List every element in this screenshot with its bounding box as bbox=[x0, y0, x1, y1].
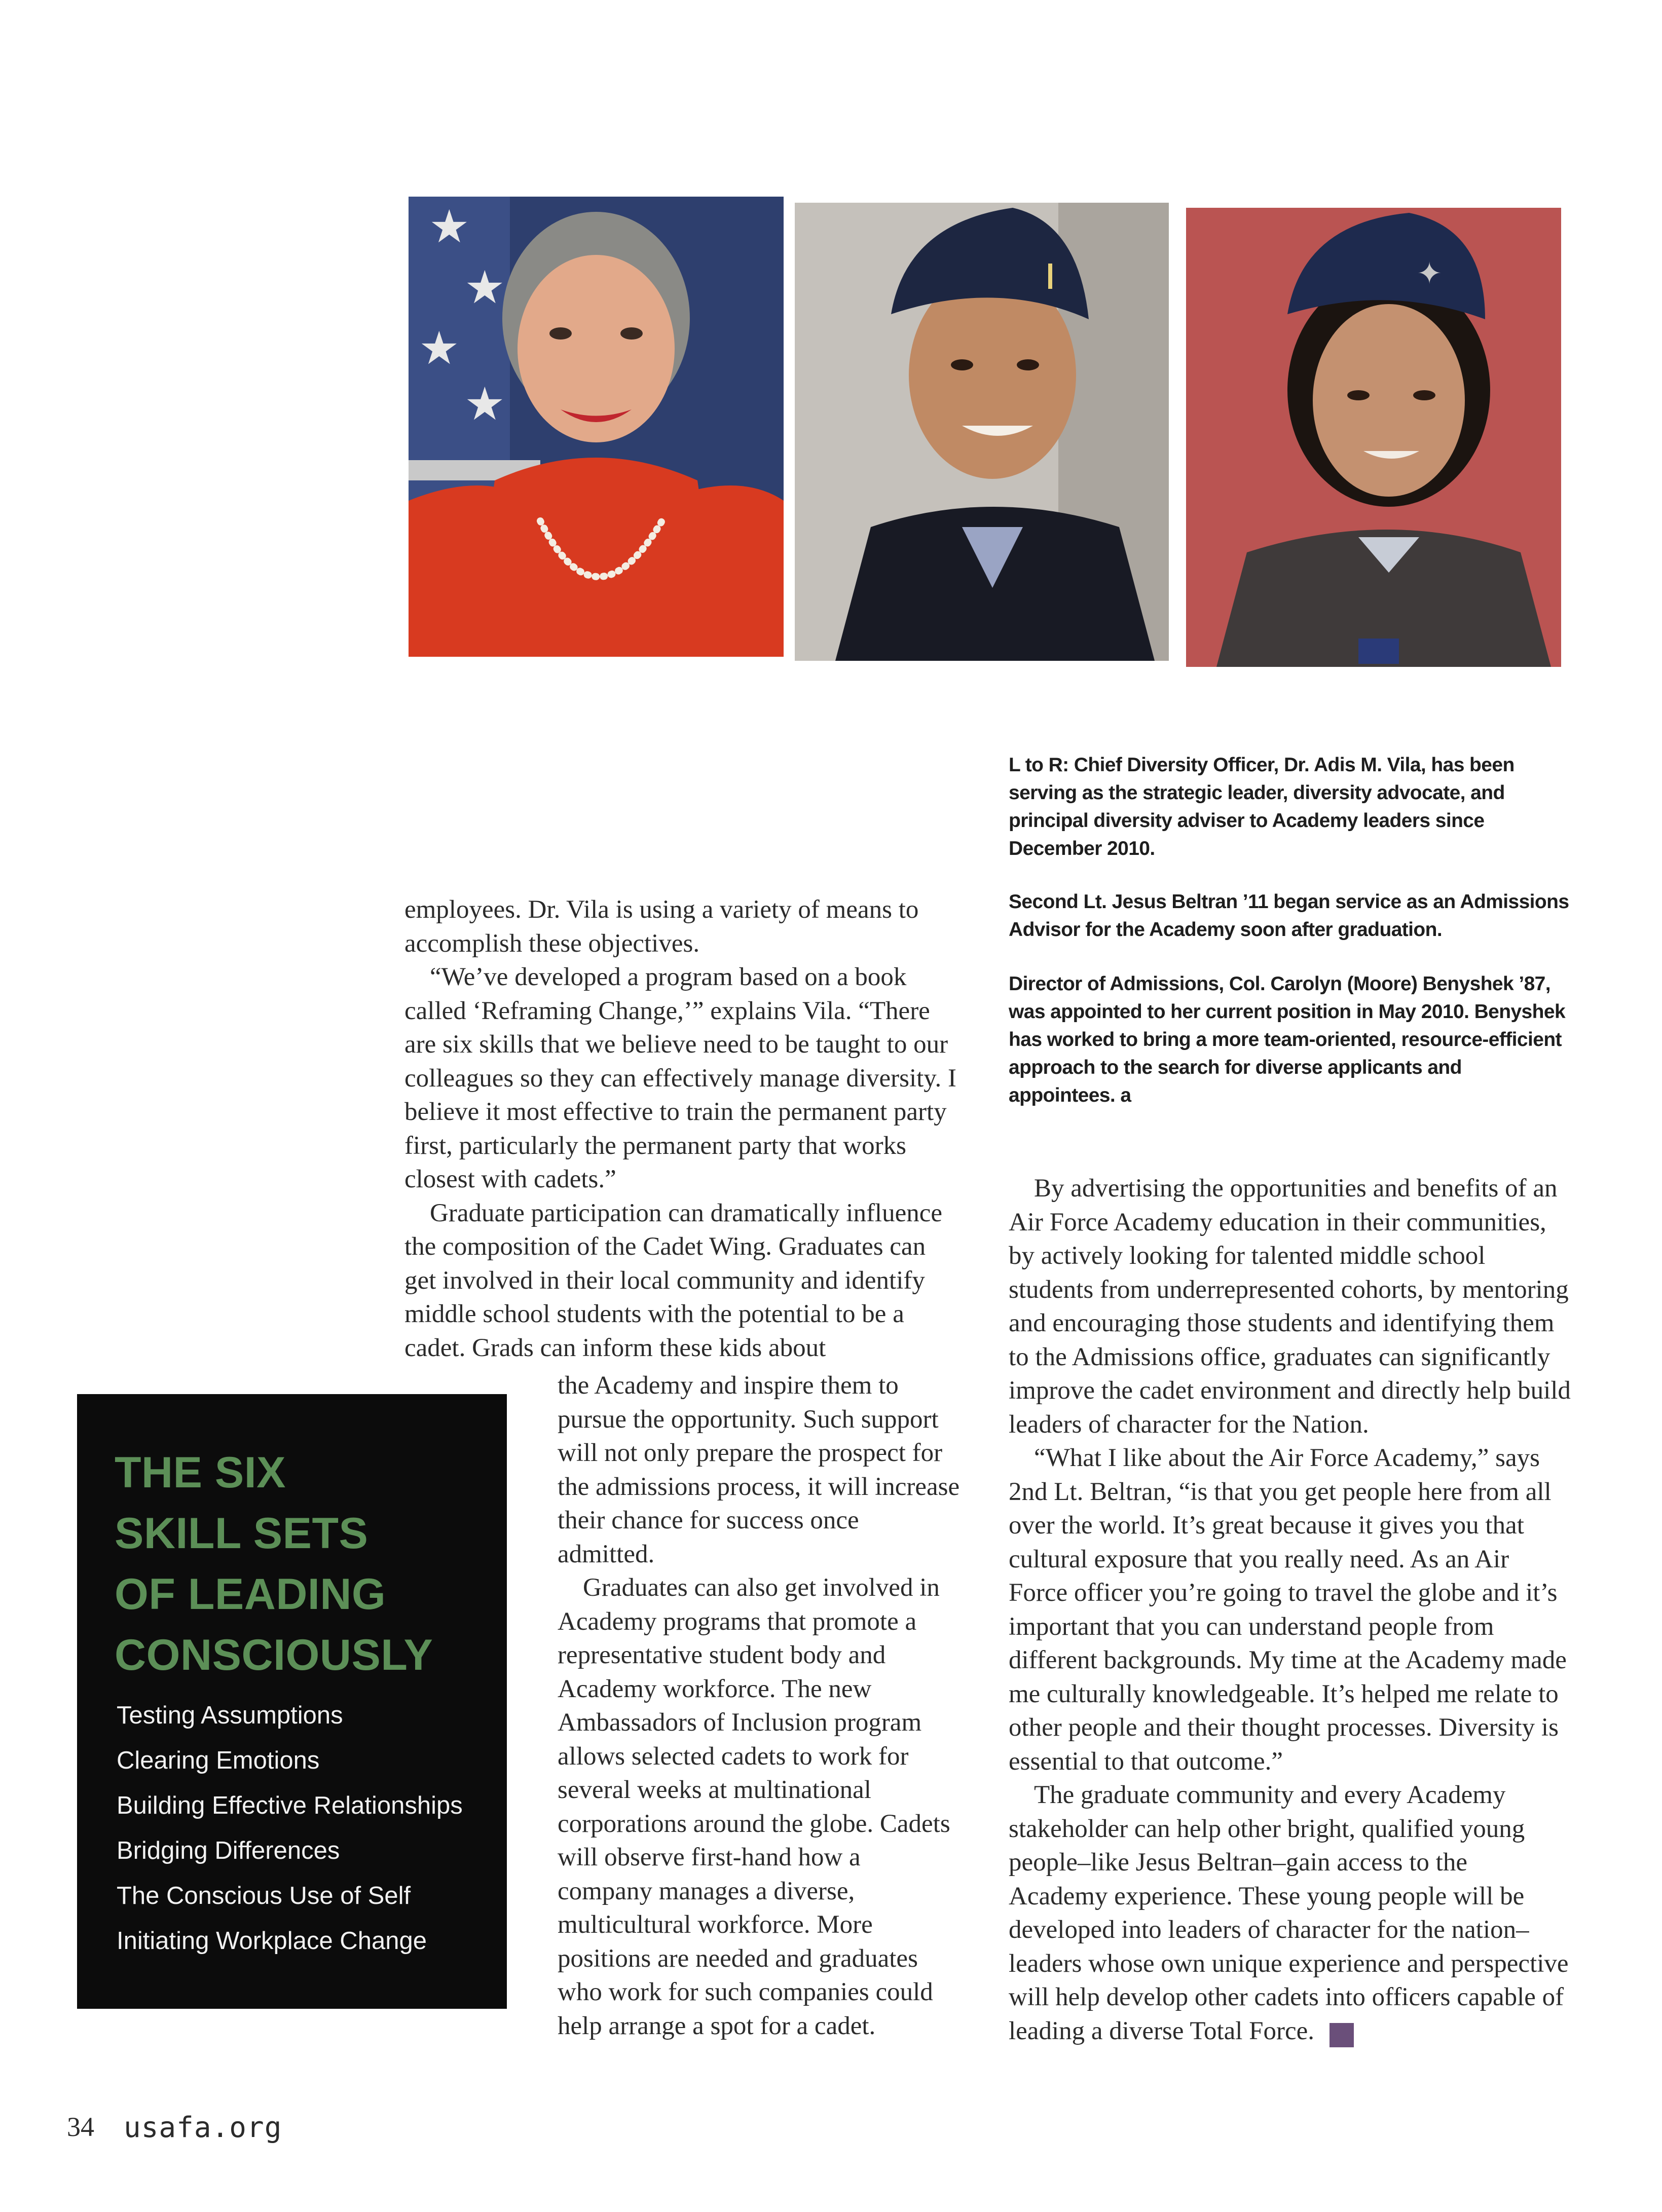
photo-carolyn-benyshek bbox=[1186, 208, 1561, 667]
body-paragraph: By advertising the opportunities and benefits of an Air Force Academy education in their communities, by actively looking for talented middle school students from underrepresented cohorts, by mentoring and encouraging those students and identifying them to the Admissions office, graduates can significantly improve the cadet environment and directly help build leaders of character for the Nation. bbox=[1009, 1174, 1571, 1439]
photo-caption-benyshek: Director of Admissions, Col. Carolyn (Moore) Benyshek ’87, was appointed to her current position in May 2010. Benyshek has worked to bring a more team-oriented, resource-efficient approach to the search for diverse applicants and appointees. a bbox=[1009, 973, 1566, 1106]
sidebar-title-line: CONSCIOUSLY bbox=[115, 1631, 433, 1679]
body-paragraph: Graduates can also get involved in Academy programs that promote a representative student body and Academy workforce. The new Ambassadors of Inclusion program allows selected cadets to work for several weeks at multinational corporations around the globe. Cadets will observe first-hand how a company manages a diverse, multicultural workforce. More positions are needed and graduates who work for such companies could help arrange a spot for a cadet. bbox=[558, 1573, 950, 2040]
body-paragraph: “What I like about the Air Force Academy,” says 2nd Lt. Beltran, “is that you get people here from all over the world. It’s great because it gives you that cultural exposure that you really need. As an Air Force officer you’re going to travel the globe and it’s important that you can understand people from different backgrounds. My time at the Academy made me culturally knowledgeable. It’s helped me relate to other people and their thought processes. Diversity is essential to that outcome.” bbox=[1009, 1444, 1567, 1776]
page-number: 34 bbox=[67, 2112, 94, 2142]
svg-text:✦: ✦ bbox=[1417, 257, 1443, 290]
skill-set-item: Testing Assumptions bbox=[117, 1702, 343, 1729]
sidebar-title-line: THE SIX bbox=[115, 1448, 286, 1497]
photo-caption-vila: L to R: Chief Diversity Officer, Dr. Adis M. Vila, has been serving as the strategic leader, diversity advocate, and principal diversity adviser to Academy leaders since December 2010. bbox=[1009, 754, 1515, 859]
sidebar-title-line: SKILL SETS bbox=[115, 1509, 368, 1558]
skill-set-item: Clearing Emotions bbox=[117, 1747, 320, 1774]
body-column-left-lower bbox=[558, 1369, 961, 2043]
sidebar-title-line: OF LEADING bbox=[115, 1570, 386, 1619]
body-column-right bbox=[1009, 1172, 1571, 2048]
svg-text:★: ★ bbox=[419, 324, 460, 374]
end-mark-icon: ✓ bbox=[1329, 2023, 1354, 2047]
body-paragraph: “We’ve developed a program based on a book called ‘Reframing Change,’” explains Vila. “There are six skills that we believe need to be taught to our colleagues so they can effectively manage diversity. I believe it most effective to train the permanent party first, particularly the permanent party that works closest with cadets.” bbox=[404, 963, 956, 1193]
skill-set-item: Bridging Differences bbox=[117, 1837, 340, 1864]
photo-jesus-beltran bbox=[795, 203, 1169, 661]
body-paragraph: employees. Dr. Vila is using a variety of means to accomplish these objectives. bbox=[404, 895, 919, 958]
svg-text:★: ★ bbox=[464, 380, 505, 430]
skill-set-item: Initiating Workplace Change bbox=[117, 1927, 427, 1955]
skill-set-item: Building Effective Relationships bbox=[117, 1792, 463, 1819]
body-paragraph bbox=[1009, 1778, 1571, 2048]
skill-set-item: The Conscious Use of Self bbox=[117, 1882, 411, 1909]
svg-text:★: ★ bbox=[464, 263, 505, 313]
skill-sets-list bbox=[117, 1693, 463, 1964]
body-column-left-upper bbox=[404, 893, 959, 1365]
sidebar-title bbox=[115, 1442, 490, 1685]
footer-site-url: usafa.org bbox=[124, 2111, 282, 2144]
body-paragraph: the Academy and inspire them to pursue the opportunity. Such support will not only prepare the prospect for the admissions process, it will increase their chance for success once admitted. bbox=[558, 1371, 960, 1568]
body-paragraph: Graduate participation can dramatically influence the composition of the Cadet Wing. Graduates can get involved in their local community and identify middle school students with the potential to be a cadet. Grads can inform these kids about bbox=[404, 1198, 943, 1362]
body-paragraph-text: The graduate community and every Academy stakeholder can help other bright, qualified young people–like Jesus Beltran–gain access to the Academy experience. These young people will be developed into leaders of character for the nation–leaders whose own unique experience and perspective will help develop other cadets into officers capable of leading a diverse Total Force. bbox=[1009, 1781, 1569, 2045]
svg-text:★: ★ bbox=[429, 202, 470, 252]
photo-adis-vila bbox=[409, 197, 784, 657]
skill-sets-sidebar bbox=[77, 1394, 507, 2009]
photo-caption-beltran: Second Lt. Jesus Beltran ’11 began service as an Admissions Advisor for the Academy soon after graduation. bbox=[1009, 891, 1569, 941]
